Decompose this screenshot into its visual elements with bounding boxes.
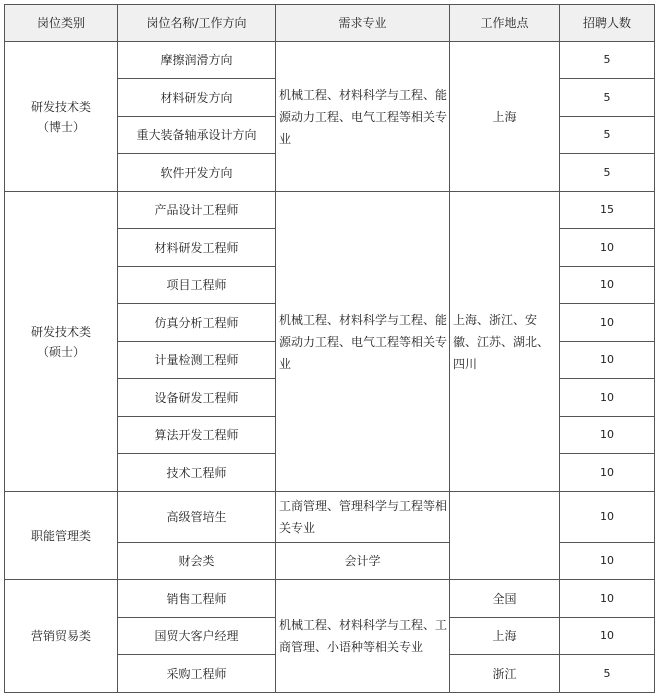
major-cell: 工商管理、管理科学与工程等相关专业 <box>276 492 450 543</box>
major-cell: 机械工程、材料科学与工程、工商管理、小语种等相关专业 <box>276 580 450 693</box>
position-name: 采购工程师 <box>118 655 276 693</box>
position-name: 技术工程师 <box>118 454 276 492</box>
count-cell: 5 <box>560 154 655 192</box>
count-cell: 10 <box>560 417 655 454</box>
header-category: 岗位类别 <box>5 5 118 42</box>
position-name: 算法开发工程师 <box>118 417 276 454</box>
position-name: 国贸大客户经理 <box>118 618 276 655</box>
count-cell: 10 <box>560 379 655 417</box>
header-row <box>5 5 655 42</box>
table-row <box>5 580 655 618</box>
count-cell: 10 <box>560 580 655 618</box>
count-cell: 10 <box>560 618 655 655</box>
category-sublabel: （硕士） <box>36 344 85 359</box>
location-cell <box>450 492 560 580</box>
count-cell: 10 <box>560 267 655 304</box>
position-name: 高级管培生 <box>118 492 276 543</box>
count-cell: 5 <box>560 655 655 693</box>
position-name: 销售工程师 <box>118 580 276 618</box>
position-name: 设备研发工程师 <box>118 379 276 417</box>
position-name: 项目工程师 <box>118 267 276 304</box>
count-cell: 5 <box>560 79 655 117</box>
table-row <box>5 42 655 79</box>
category-cell <box>5 42 118 192</box>
count-cell: 5 <box>560 42 655 79</box>
count-cell: 10 <box>560 229 655 267</box>
position-name: 摩擦润滑方向 <box>118 42 276 79</box>
category-cell: 职能管理类 <box>5 492 118 580</box>
header-location: 工作地点 <box>450 5 560 42</box>
major-cell: 机械工程、材料科学与工程、能源动力工程、电气工程等相关专业 <box>276 42 450 192</box>
location-cell: 上海 <box>450 42 560 192</box>
position-name: 软件开发方向 <box>118 154 276 192</box>
count-cell: 10 <box>560 543 655 580</box>
category-sublabel: （博士） <box>36 119 85 134</box>
count-cell: 10 <box>560 304 655 342</box>
major-cell: 机械工程、材料科学与工程、能源动力工程、电气工程等相关专业 <box>276 192 450 492</box>
position-name: 材料研发工程师 <box>118 229 276 267</box>
position-name: 产品设计工程师 <box>118 192 276 229</box>
count-cell: 5 <box>560 117 655 154</box>
location-cell: 上海、浙江、安徽、江苏、湖北、四川 <box>450 192 560 492</box>
category-label: 研发技术类 <box>30 99 91 114</box>
count-cell: 10 <box>560 492 655 543</box>
count-cell: 10 <box>560 454 655 492</box>
major-cell: 会计学 <box>276 543 450 580</box>
header-position: 岗位名称/工作方向 <box>118 5 276 42</box>
recruitment-table <box>4 4 655 693</box>
category-label: 研发技术类 <box>30 324 91 339</box>
location-cell: 浙江 <box>450 655 560 693</box>
count-cell: 15 <box>560 192 655 229</box>
category-cell: 营销贸易类 <box>5 580 118 693</box>
position-name: 计量检测工程师 <box>118 342 276 379</box>
table-row <box>5 492 655 543</box>
position-name: 仿真分析工程师 <box>118 304 276 342</box>
header-major: 需求专业 <box>276 5 450 42</box>
category-cell <box>5 192 118 492</box>
position-name: 重大装备轴承设计方向 <box>118 117 276 154</box>
location-cell: 上海 <box>450 618 560 655</box>
count-cell: 10 <box>560 342 655 379</box>
location-cell: 全国 <box>450 580 560 618</box>
position-name: 材料研发方向 <box>118 79 276 117</box>
table-row <box>5 192 655 229</box>
position-name: 财会类 <box>118 543 276 580</box>
header-count: 招聘人数 <box>560 5 655 42</box>
